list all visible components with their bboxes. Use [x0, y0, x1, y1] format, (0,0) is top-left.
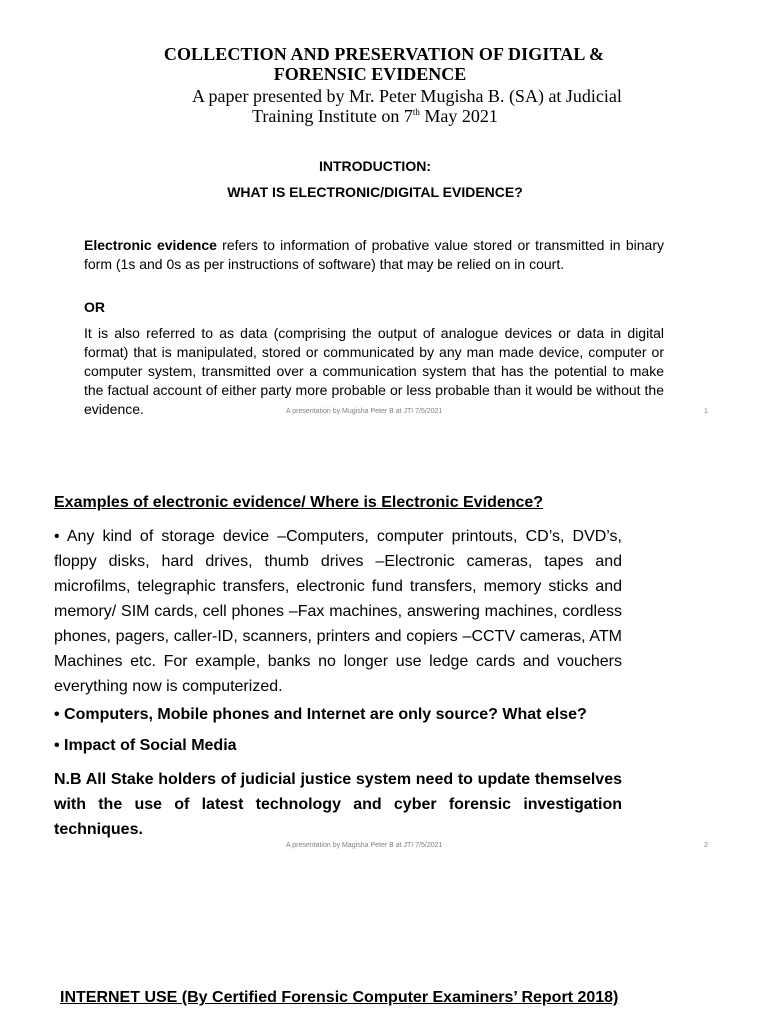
or-label: OR	[84, 299, 105, 315]
slide-footer: A presentation by Magisha Peter B at JTI 7/5/2021	[286, 842, 443, 849]
title-line-2: FORENSIC EVIDENCE	[273, 64, 467, 84]
note-paragraph: N.B All Stake holders of judicial justice system need to update themselves with the use of latest technology and cyber forensic investigation techniques.	[54, 771, 622, 838]
title-line-1: COLLECTION AND PRESERVATION OF DIGITAL &	[163, 44, 605, 64]
presenter-line-1: A paper presented by Mr. Peter Mugisha B. (SA) at Judicial	[192, 86, 622, 106]
alternate-definition-paragraph: It is also referred to as data (comprising the output of analogue devices or data in digital format) that is manipulated, stored or communicated by any man made device, computer or computer system, transmitted over a communication system that has the potential to make the factual account of either party more probable or less probable than it would be without the evidence.	[84, 325, 664, 417]
slide-page-number: 1	[704, 408, 708, 415]
definition-text: refers to information of probative value stored or transmitted in binary form (1s and 0s as per instructions of software) that may be relied on in court.	[84, 237, 664, 272]
presenter-line-2-date: May 2021	[419, 106, 498, 126]
definition-paragraph	[84, 236, 664, 274]
slide-page-number: 2	[704, 842, 708, 849]
slide-2	[0, 480, 768, 860]
slide-footer: A presentation by Mugisha Peter B at JTI 7/5/2021	[286, 408, 443, 415]
slide-3	[0, 975, 768, 1024]
internet-use-title: INTERNET USE (By Certified Forensic Computer Examiners’ Report 2018)	[60, 989, 619, 1006]
heading-what-is-evidence: WHAT IS ELECTRONIC/DIGITAL EVIDENCE?	[227, 184, 523, 200]
bullet-storage-devices: • Any kind of storage device –Computers, computer printouts, CD’s, DVD’s, floppy disks, hard drives, thumb drives –Electronic cameras, tapes and microfilms, telegraphic transfers, electronic fund transfers, memory sticks and memory/ SIM cards, cell phones –Fax machines, answering machines, cordless phones, pagers, caller-ID, scanners, printers and copiers –CCTV cameras, ATM Machines etc. For example, banks no longer use ledge cards and vouchers everything now is computerized.	[54, 528, 622, 695]
presenter-line-2	[252, 106, 498, 127]
bullet-social-media: • Impact of Social Media	[54, 737, 237, 754]
slide-1	[0, 0, 768, 430]
definition-term: Electronic evidence	[84, 237, 217, 253]
bullet-sources: • Computers, Mobile phones and Internet are only source? What else?	[54, 706, 587, 723]
examples-title: Examples of electronic evidence/ Where is Electronic Evidence?	[54, 494, 544, 511]
date-superscript: th	[412, 107, 420, 117]
heading-introduction: INTRODUCTION:	[319, 158, 431, 174]
presenter-line-2-text: Training Institute on 7	[252, 106, 413, 126]
